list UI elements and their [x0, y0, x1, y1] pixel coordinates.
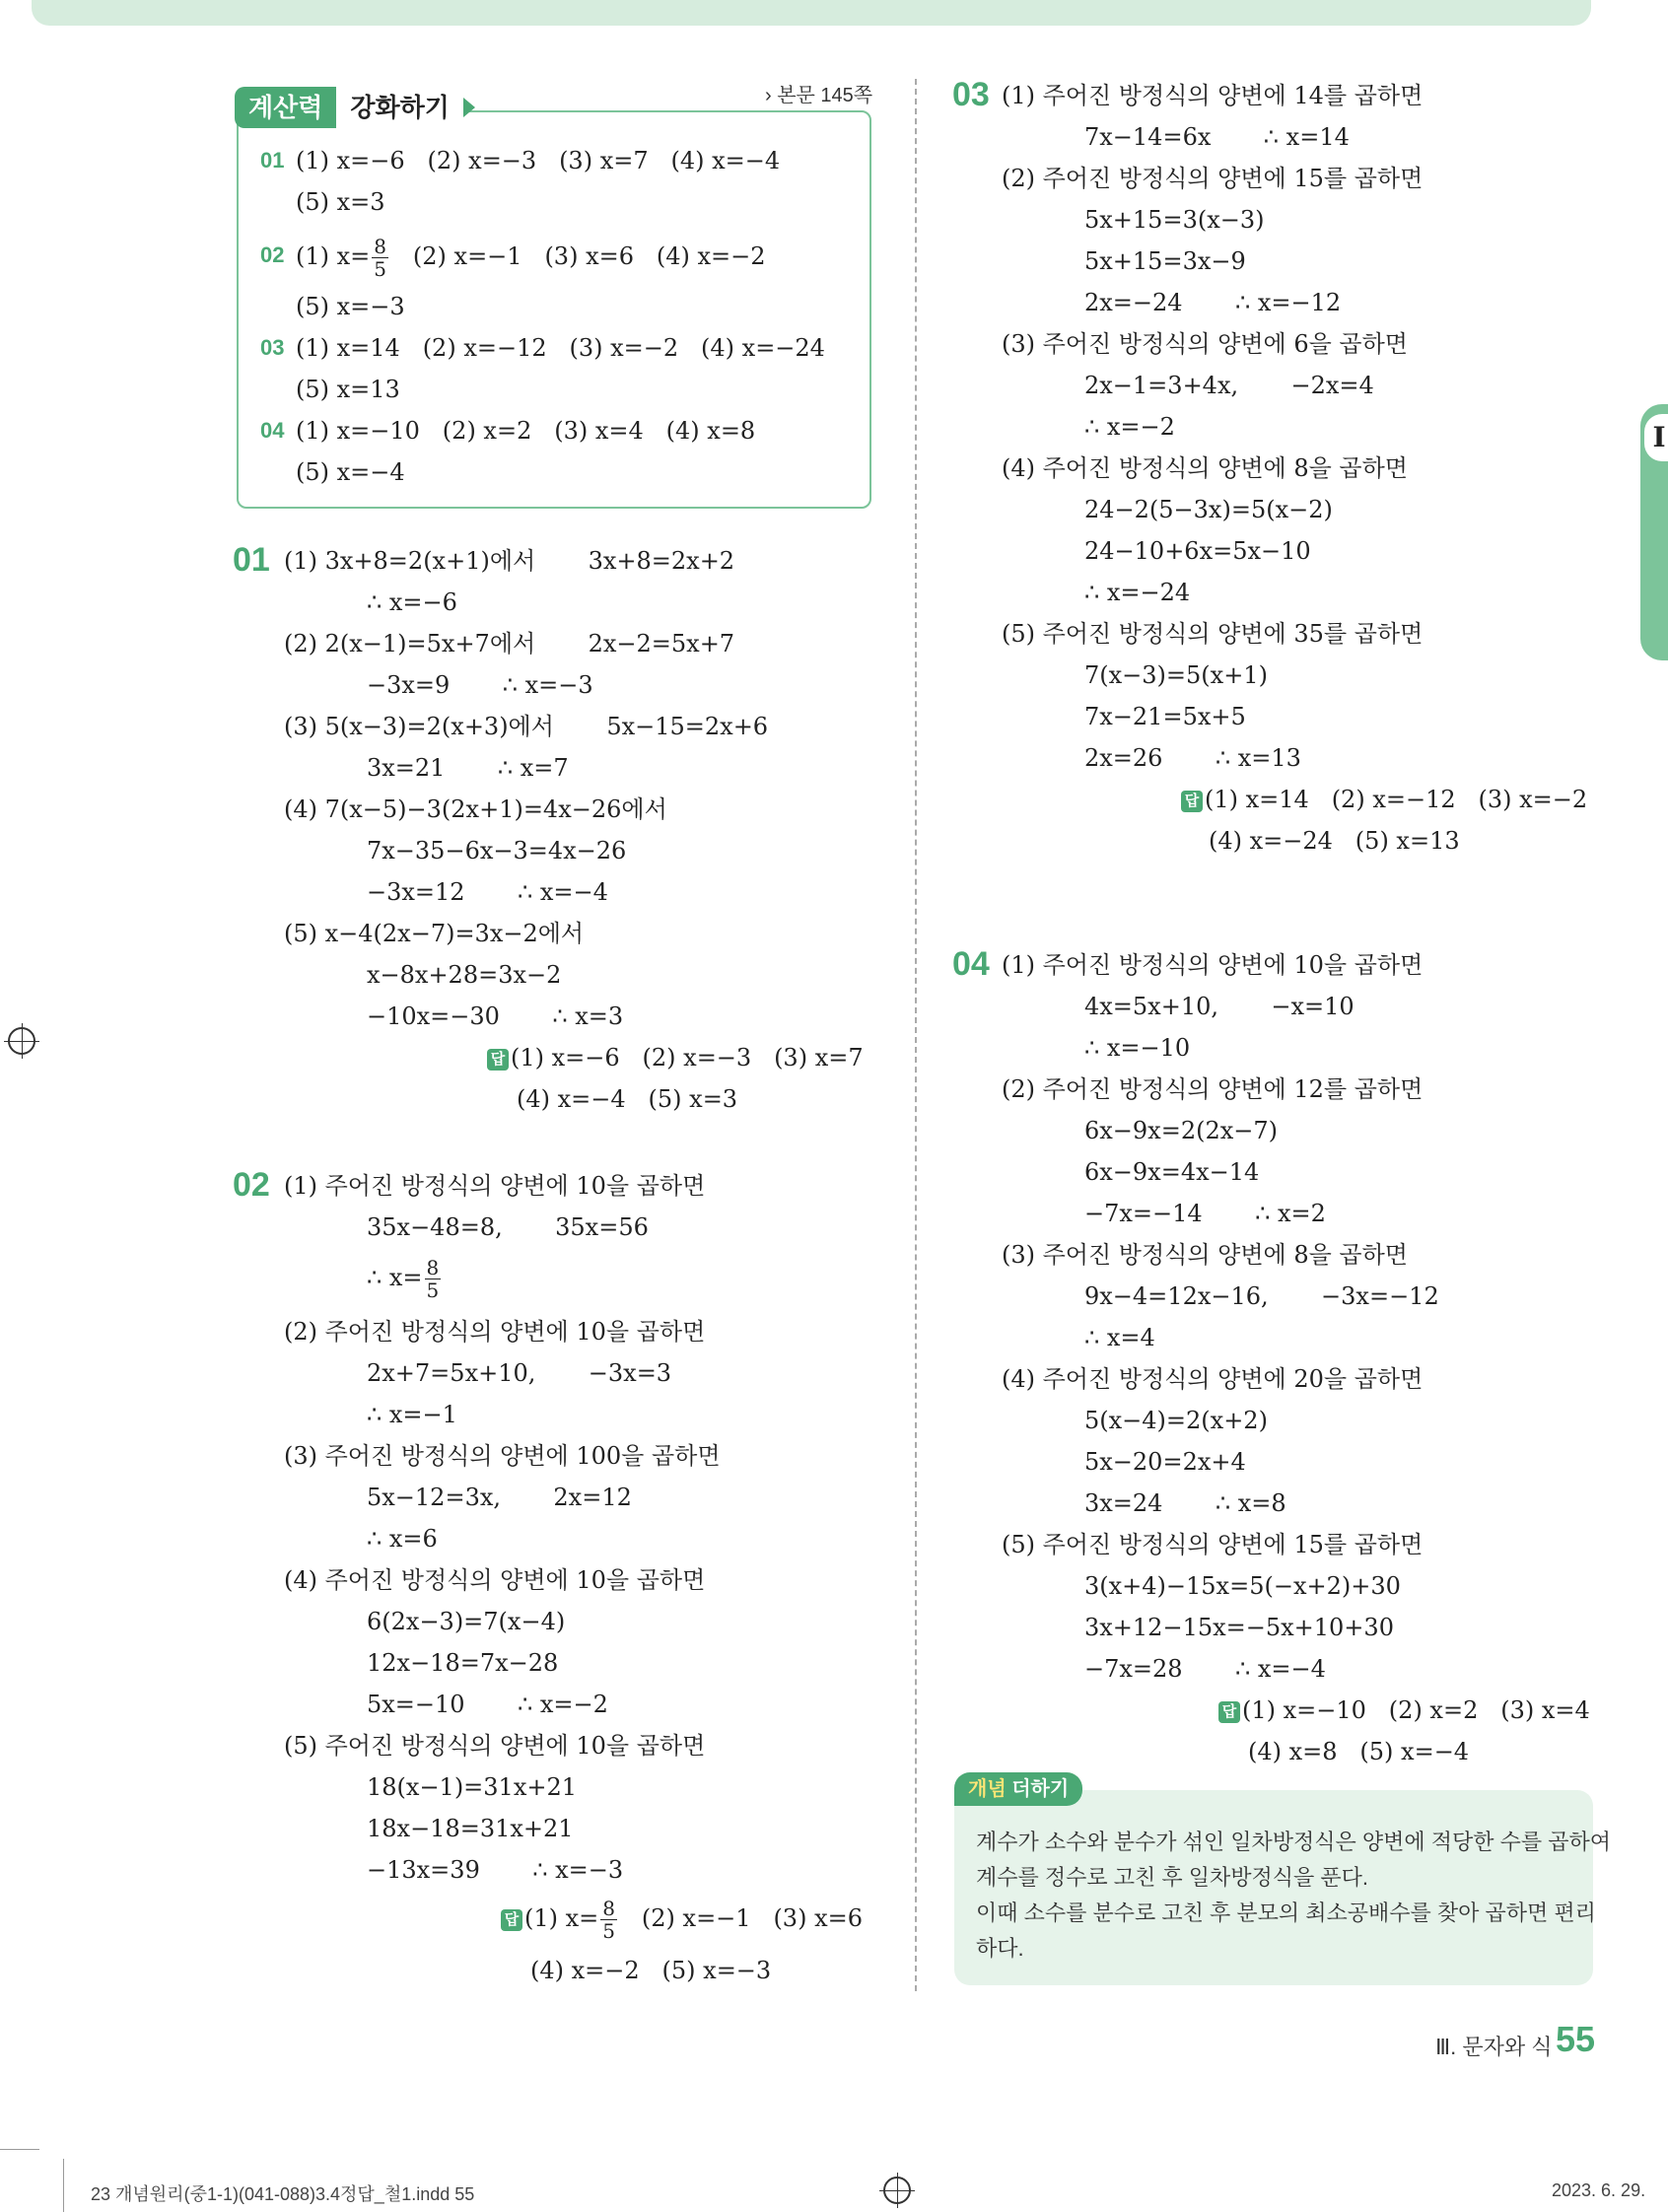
- registration-mark-icon: [883, 2177, 911, 2204]
- answer-mark-icon: 답: [487, 1049, 509, 1071]
- solution-line: 35x−48=8, 35x=56: [367, 1213, 649, 1241]
- solution-line: 5(x−4)=2(x+2): [1084, 1407, 1268, 1434]
- concept-box-title: 개념 더하기: [954, 1772, 1082, 1806]
- answer-line: 답 (1) x= $\frac{8}{5}$ (2) x=−1 (3) x=6: [501, 1891, 863, 1946]
- solution-line: (3) 5(x−3)=2(x+3)에서 5x−15=2x+6: [284, 713, 769, 740]
- solution-line: (3) 주어진 방정식의 양변에 100을 곱하면: [284, 1442, 721, 1470]
- answer-mark-icon: 답: [1181, 791, 1203, 812]
- solution-line: ∴ x=4: [1084, 1324, 1155, 1351]
- solution-line: 18(x−1)=31x+21: [367, 1773, 578, 1801]
- solution-line: −7x=28 ∴ x=−4: [1084, 1655, 1326, 1683]
- problem-number: 02: [233, 1166, 270, 1204]
- solution-line: 2x=26 ∴ x=13: [1084, 744, 1301, 772]
- answer-line: 답 (1) x=−6 (2) x=−3 (3) x=7: [487, 1043, 864, 1072]
- solution-line: 5x+15=3x−9: [1084, 247, 1246, 275]
- solution-line: ∴ x=−2: [1084, 413, 1175, 441]
- solution-line: 5x−12=3x, 2x=12: [367, 1484, 632, 1511]
- solution-line: 24−10+6x=5x−10: [1084, 537, 1311, 565]
- problem-number: 04: [952, 945, 990, 983]
- solution-line: 6x−9x=4x−14: [1084, 1158, 1260, 1186]
- print-crop-line: [0, 2149, 39, 2150]
- solution-line: 4x=5x+10, −x=10: [1084, 993, 1355, 1020]
- solution-line: (1) 주어진 방정식의 양변에 10을 곱하면: [1002, 951, 1424, 979]
- solution-line: 5x−20=2x+4: [1084, 1448, 1246, 1476]
- calc-item-line: (5) x=−4: [296, 458, 405, 486]
- solution-line: 7(x−3)=5(x+1): [1084, 661, 1268, 689]
- solution-line: (3) 주어진 방정식의 양변에 6을 곱하면: [1002, 330, 1408, 358]
- solution-line: −7x=−14 ∴ x=2: [1084, 1200, 1326, 1227]
- chapter-side-tab-label: I: [1644, 414, 1668, 461]
- answer-mark-icon: 답: [1218, 1701, 1240, 1723]
- calc-item-line: (1) x= $\frac{8}{5}$ (2) x=−1 (3) x=6 (4) x=−2: [296, 235, 766, 281]
- solution-line: (1) 주어진 방정식의 양변에 10을 곱하면: [284, 1172, 706, 1200]
- concept-text-line: 계수가 소수와 분수가 섞인 일차방정식은 양변에 적당한 수를 곱하여: [976, 1830, 1611, 1854]
- solution-line: 7x−21=5x+5: [1084, 703, 1246, 730]
- answer-line: 답 (1) x=−10 (2) x=2 (3) x=4: [1218, 1695, 1590, 1725]
- solution-line: 2x+7=5x+10, −3x=3: [367, 1359, 672, 1387]
- registration-mark-icon: [8, 1027, 35, 1055]
- solution-line: 12x−18=7x−28: [367, 1649, 559, 1677]
- solution-line: ∴ x= $\frac{8}{5}$: [367, 1256, 440, 1302]
- calc-item-number: 03: [260, 335, 285, 360]
- solution-line: 5x=−10 ∴ x=−2: [367, 1691, 608, 1718]
- answer-line: 답 (1) x=14 (2) x=−12 (3) x=−2: [1181, 785, 1587, 814]
- calc-item-line: (1) x=−6 (2) x=−3 (3) x=7 (4) x=−4: [296, 147, 781, 174]
- solution-line: (4) 주어진 방정식의 양변에 10을 곱하면: [284, 1566, 706, 1594]
- print-slug-filename: 23 개념원리(중1-1)(041-088)3.4정답_철1.indd 55: [91, 2184, 475, 2204]
- answer-line: (4) x=−24 (5) x=13: [1209, 827, 1460, 855]
- solution-line: ∴ x=−6: [367, 588, 457, 616]
- solution-line: 2x=−24 ∴ x=−12: [1084, 289, 1342, 316]
- page-reference: › 본문 145쪽: [765, 85, 873, 106]
- solution-line: −3x=12 ∴ x=−4: [367, 878, 608, 906]
- solution-line: (5) 주어진 방정식의 양변에 35를 곱하면: [1002, 620, 1424, 648]
- solution-line: (5) 주어진 방정식의 양변에 10을 곱하면: [284, 1732, 706, 1760]
- solution-line: (2) 주어진 방정식의 양변에 12를 곱하면: [1002, 1075, 1424, 1103]
- solution-line: 7x−35−6x−3=4x−26: [367, 837, 627, 864]
- solution-line: (4) 주어진 방정식의 양변에 20을 곱하면: [1002, 1365, 1424, 1393]
- solution-line: 3x=24 ∴ x=8: [1084, 1489, 1286, 1517]
- solution-line: 6(2x−3)=7(x−4): [367, 1608, 566, 1635]
- concept-text-line: 이때 소수를 분수로 고친 후 분모의 최소공배수를 찾아 곱하면 편리: [976, 1901, 1596, 1925]
- solution-line: 7x−14=6x ∴ x=14: [1084, 123, 1350, 151]
- column-divider: [915, 79, 917, 1991]
- calc-item-line: (5) x=3: [296, 188, 385, 216]
- header-arrow-icon: [463, 98, 475, 117]
- calc-box-header: [235, 87, 475, 128]
- page-number: 55: [1556, 2019, 1596, 2059]
- solution-line: (1) 3x+8=2(x+1)에서 3x+8=2x+2: [284, 547, 735, 575]
- calc-item-line: (1) x=14 (2) x=−12 (3) x=−2 (4) x=−24: [296, 334, 825, 362]
- solution-line: 18x−18=31x+21: [367, 1815, 574, 1842]
- solution-line: 6x−9x=2(2x−7): [1084, 1117, 1279, 1144]
- solution-line: x−8x+28=3x−2: [367, 961, 562, 989]
- calc-item-number: 01: [260, 148, 285, 173]
- solution-line: 2x−1=3+4x, −2x=4: [1084, 372, 1374, 399]
- solution-line: 9x−4=12x−16, −3x=−12: [1084, 1282, 1439, 1310]
- calc-item-line: (5) x=−3: [296, 293, 405, 320]
- solution-line: (2) 2(x−1)=5x+7에서 2x−2=5x+7: [284, 630, 735, 657]
- solution-line: 24−2(5−3x)=5(x−2): [1084, 496, 1333, 523]
- solution-line: (2) 주어진 방정식의 양변에 10을 곱하면: [284, 1318, 706, 1346]
- solution-line: (3) 주어진 방정식의 양변에 8을 곱하면: [1002, 1241, 1408, 1269]
- chapter-label: Ⅲ. 문자와 식: [1435, 2035, 1553, 2059]
- solution-line: −10x=−30 ∴ x=3: [367, 1002, 624, 1030]
- solution-line: 3x+12−15x=−5x+10+30: [1084, 1614, 1394, 1641]
- concept-text-line: 계수를 정수로 고친 후 일차방정식을 푼다.: [976, 1865, 1368, 1890]
- solution-line: (4) 주어진 방정식의 양변에 8을 곱하면: [1002, 454, 1408, 482]
- solution-line: (1) 주어진 방정식의 양변에 14를 곱하면: [1002, 82, 1424, 109]
- answer-mark-icon: 답: [501, 1909, 522, 1931]
- solution-line: (5) 주어진 방정식의 양변에 15를 곱하면: [1002, 1531, 1424, 1558]
- answer-line: (4) x=−2 (5) x=−3: [530, 1957, 772, 1984]
- solution-line: 3(x+4)−15x=5(−x+2)+30: [1084, 1572, 1401, 1600]
- calc-box-title-right: 강화하기: [336, 89, 462, 126]
- answer-line: (4) x=−4 (5) x=3: [517, 1085, 738, 1113]
- solution-line: (5) x−4(2x−7)=3x−2에서: [284, 920, 585, 947]
- problem-number: 03: [952, 76, 990, 113]
- solution-line: 3x=21 ∴ x=7: [367, 754, 569, 782]
- solution-line: ∴ x=−1: [367, 1401, 457, 1428]
- print-crop-line: [63, 2159, 64, 2212]
- solution-line: −13x=39 ∴ x=−3: [367, 1856, 624, 1884]
- solution-line: (4) 7(x−5)−3(2x+1)=4x−26에서: [284, 795, 667, 823]
- calc-item-line: (5) x=13: [296, 376, 400, 403]
- solution-line: ∴ x=6: [367, 1525, 438, 1553]
- top-band: [32, 0, 1591, 26]
- solution-line: 5x+15=3(x−3): [1084, 206, 1265, 234]
- solution-line: ∴ x=−10: [1084, 1034, 1191, 1062]
- solution-line: (2) 주어진 방정식의 양변에 15를 곱하면: [1002, 165, 1424, 192]
- calc-item-number: 02: [260, 242, 285, 267]
- concept-text-line: 하다.: [976, 1936, 1024, 1961]
- print-slug-date: 2023. 6. 29.: [1552, 2180, 1646, 2200]
- calc-item-line: (1) x=−10 (2) x=2 (3) x=4 (4) x=8: [296, 417, 756, 445]
- problem-number: 01: [233, 541, 270, 579]
- solution-line: ∴ x=−24: [1084, 579, 1191, 606]
- solution-line: −3x=9 ∴ x=−3: [367, 671, 593, 699]
- calc-box-title-left: 계산력: [235, 87, 336, 128]
- answer-line: (4) x=8 (5) x=−4: [1248, 1738, 1470, 1765]
- calc-item-number: 04: [260, 418, 285, 443]
